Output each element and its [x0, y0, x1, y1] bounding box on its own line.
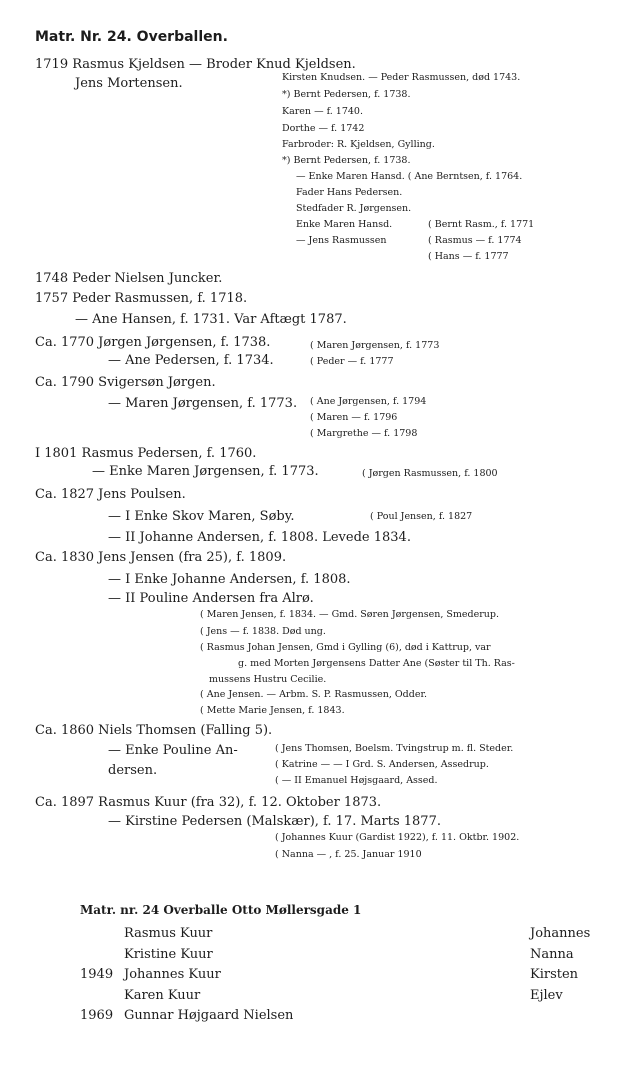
- entry-line-r1748: 1748 Peder Nielsen Juncker.: [35, 271, 223, 286]
- entry-line-k7: — Enke Maren Hansd. ( Ane Berntsen, f. 1764.: [296, 171, 523, 182]
- entry-line-c1897b: ( Nanna — , f. 25. Januar 1910: [275, 849, 422, 860]
- entry-line-k3: Karen — f. 1740.: [282, 106, 363, 117]
- entry-line-r1757b: — Ane Hansen, f. 1731. Var Aftægt 1787.: [75, 312, 347, 327]
- entry-line-r1830: Ca. 1830 Jens Jensen (fra 25), f. 1809.: [35, 550, 287, 565]
- entry-line-r1801b: — Enke Maren Jørgensen, f. 1773.: [92, 464, 319, 479]
- entry-line-c1860b: ( Katrine — — I Grd. S. Andersen, Assedrup.: [275, 759, 489, 770]
- entry-line-r1719b: Jens Mortensen.: [75, 76, 183, 91]
- entry-line-r1757: 1757 Peder Rasmussen, f. 1718.: [35, 291, 248, 306]
- entry-line-k4: Dorthe — f. 1742: [282, 123, 365, 134]
- entry-line-r1827c: — II Johanne Andersen, f. 1808. Levede 1834.: [108, 530, 411, 545]
- entry-line-r1897: Ca. 1897 Rasmus Kuur (fra 32), f. 12. Oktober 1873.: [35, 795, 382, 810]
- footer-name-1: Kristine Kuur: [124, 946, 213, 962]
- entry-line-k12: ( Bernt Rasm., f. 1771: [428, 219, 535, 230]
- entry-line-c1830c: ( Rasmus Johan Jensen, Gmd i Gylling (6), død i Kattrup, var: [200, 642, 491, 653]
- entry-line-r1790b: — Maren Jørgensen, f. 1773.: [108, 396, 298, 411]
- footer-right-2: Kirsten: [530, 967, 579, 982]
- entry-line-c1770a: ( Maren Jørgensen, f. 1773: [310, 340, 440, 351]
- entry-line-r1790: Ca. 1790 Svigersøn Jørgen.: [35, 375, 216, 390]
- entry-line-r1827: Ca. 1827 Jens Poulsen.: [35, 487, 186, 502]
- entry-line-k5: Farbroder: R. Kjeldsen, Gylling.: [282, 139, 435, 150]
- footer-right-1: Nanna: [530, 946, 574, 962]
- entry-line-r1801: I 1801 Rasmus Pedersen, f. 1760.: [35, 446, 257, 461]
- entry-line-k10: Enke Maren Hansd.: [296, 219, 393, 230]
- entry-line-r1770: Ca. 1770 Jørgen Jørgensen, f. 1738.: [35, 335, 271, 350]
- footer-name-3: Karen Kuur: [124, 987, 201, 1003]
- footer-name-4: Gunnar Højgaard Nielsen: [124, 1008, 294, 1023]
- entry-line-k14: ( Hans — f. 1777: [428, 251, 509, 262]
- entry-line-c1830f: ( Ane Jensen. — Arbm. S. P. Rasmussen, Odder.: [200, 689, 427, 700]
- entry-line-c1801: ( Jørgen Rasmussen, f. 1800: [362, 468, 498, 479]
- entry-line-k11: — Jens Rasmussen: [296, 235, 387, 246]
- footer-year-2: 1949: [80, 967, 114, 982]
- entry-line-c1830b: ( Jens — f. 1838. Død ung.: [200, 626, 326, 637]
- entry-line-c1790a: ( Ane Jørgensen, f. 1794: [310, 396, 427, 407]
- entry-line-k8: Fader Hans Pedersen.: [296, 187, 403, 198]
- footer-right-3: Ejlev: [530, 987, 563, 1003]
- entry-line-r1770b: — Ane Pedersen, f. 1734.: [108, 353, 274, 368]
- footer-name-2: Johannes Kuur: [124, 967, 221, 982]
- entry-line-r1860c: dersen.: [108, 763, 158, 778]
- entry-line-c1770b: ( Peder — f. 1777: [310, 356, 394, 367]
- footer-right-0: Johannes: [530, 926, 591, 941]
- entry-line-c1860c: ( — II Emanuel Højsgaard, Assed.: [275, 775, 438, 786]
- entry-line-k9: Stedfader R. Jørgensen.: [296, 203, 412, 214]
- entry-line-c1830g: ( Mette Marie Jensen, f. 1843.: [200, 705, 345, 716]
- footer-name-0: Rasmus Kuur: [124, 926, 213, 941]
- entry-line-k6: *) Bernt Pedersen, f. 1738.: [282, 155, 411, 166]
- entry-line-r1827b: — I Enke Skov Maren, Søby.: [108, 509, 295, 524]
- entry-line-k2: *) Bernt Pedersen, f. 1738.: [282, 89, 411, 100]
- entry-line-r1897b: — Kirstine Pedersen (Malskær), f. 17. Marts 1877.: [108, 814, 441, 829]
- entry-line-c1830d: g. med Morten Jørgensens Datter Ane (Søster til Th. Ras-: [238, 658, 515, 669]
- entry-line-k1: Kirsten Knudsen. — Peder Rasmussen, død 1743.: [282, 72, 521, 83]
- page-title: Matr. Nr. 24. Overballen.: [35, 29, 228, 45]
- entry-line-c1790c: ( Margrethe — f. 1798: [310, 428, 418, 439]
- entry-line-c1827: ( Poul Jensen, f. 1827: [370, 511, 473, 522]
- entry-line-r1719: 1719 Rasmus Kjeldsen — Broder Knud Kjeldsen.: [35, 57, 356, 72]
- entry-line-r1860: Ca. 1860 Niels Thomsen (Falling 5).: [35, 723, 273, 738]
- entry-line-c1897a: ( Johannes Kuur (Gardist 1922), f. 11. Oktbr. 1902.: [275, 832, 520, 843]
- entry-line-k13: ( Rasmus — f. 1774: [428, 235, 522, 246]
- footer-heading: Matr. nr. 24 Overballe Otto Møllersgade 1: [80, 903, 362, 917]
- entry-line-r1830b: — I Enke Johanne Andersen, f. 1808.: [108, 572, 351, 587]
- entry-line-c1860a: ( Jens Thomsen, Boelsm. Tvingstrup m. fl. Steder.: [275, 743, 514, 754]
- footer-year-4: 1969: [80, 1008, 114, 1023]
- entry-line-c1830e: mussens Hustru Cecilie.: [209, 674, 327, 685]
- entry-line-r1860b: — Enke Pouline An-: [108, 743, 238, 758]
- entry-line-c1830a: ( Maren Jensen, f. 1834. — Gmd. Søren Jørgensen, Smederup.: [200, 609, 499, 620]
- entry-line-r1830c: — II Pouline Andersen fra Alrø.: [108, 591, 314, 606]
- entry-line-c1790b: ( Maren — f. 1796: [310, 412, 398, 423]
